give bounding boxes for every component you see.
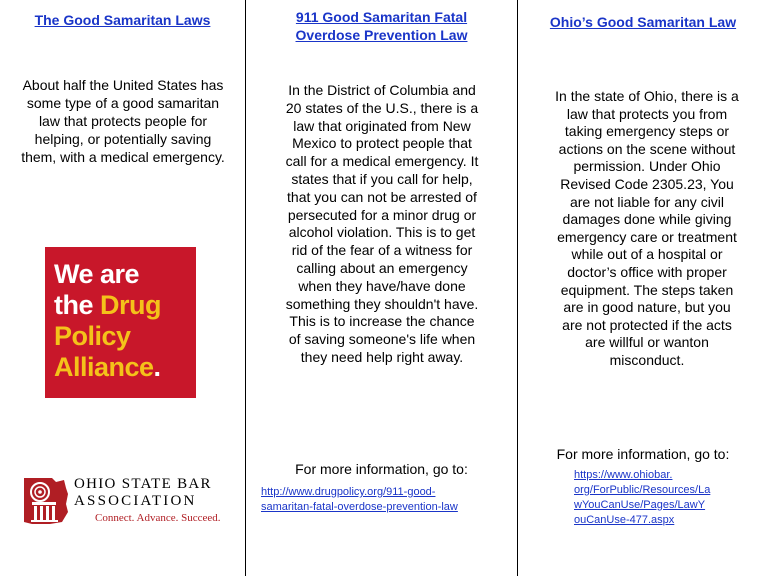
drugpolicy-link-line2[interactable]: samaritan-fatal-overdose-prevention-law <box>261 501 458 513</box>
right-body-text: In the state of Ohio, there is a law that protects you from taking emergency steps or actions on the scene without permission. Under Ohio Revised Code 2305.23, You are not liable for any civil damages done while giving emergency care or treatment while out of a hospital or doctor’s office with proper equipment. The steps taken are in good nature, but you are not protected if the acts are willful or wanton misconduct. <box>555 88 739 368</box>
ohiobar-link-line1[interactable]: https://www.ohiobar. <box>574 469 673 481</box>
left-heading: The Good Samaritan Laws <box>34 12 211 28</box>
middle-heading-line2: Overdose Prevention Law <box>295 27 468 43</box>
dpa-logo-the: the <box>54 290 101 320</box>
middle-body-text: In the District of Columbia and 20 states of the U.S., there is a law that originated from New Mexico to protect people that call for a medical emergency. It states that if you call for help, that you can not be arrested of persecuted for a minor drug or alcohol violation. This is to get rid of the fear of a witness for calling about an emergency when they have/have done something they shouldn't have. This is to increase the chance of saving someone's life when they need help right away. <box>285 82 479 365</box>
osba-logo-line1: OHIO STATE BAR <box>74 476 212 492</box>
dpa-logo-line1: We are <box>54 259 140 289</box>
osba-logo-tagline: Connect. Advance. Succeed. <box>95 512 221 524</box>
right-heading: Ohio’s Good Samaritan Law <box>549 14 737 30</box>
dpa-logo-drug: Drug <box>100 290 162 320</box>
drugpolicy-link[interactable] <box>261 485 458 515</box>
dpa-logo-alliance: Alliance <box>54 352 154 382</box>
right-more-info: For more information, go to: <box>556 446 730 462</box>
ohiobar-link-line3[interactable]: wYouCanUse/Pages/LawY <box>574 499 706 511</box>
ohio-state-bar-association-logo <box>22 474 232 526</box>
ohio-pillar-icon <box>22 474 70 526</box>
middle-heading-line1: 911 Good Samaritan Fatal <box>295 9 468 25</box>
middle-more-info: For more information, go to: <box>295 461 468 477</box>
ohiobar-link-line2[interactable]: org/ForPublic/Resources/La <box>574 484 711 496</box>
drugpolicy-link-line1[interactable]: http://www.drugpolicy.org/911-good- <box>261 486 436 498</box>
right-panel <box>518 0 768 576</box>
dpa-logo-dot: . <box>153 352 161 382</box>
osba-logo-line2: ASSOCIATION <box>74 493 197 509</box>
dpa-logo-policy: Policy <box>54 321 131 351</box>
left-panel <box>0 0 245 576</box>
middle-panel <box>246 0 517 576</box>
ohiobar-link[interactable] <box>574 468 710 528</box>
left-body-text: About half the United States has some type of a good samaritan law that protects people for helping, or potentially saving them, with a medical emergency. <box>21 77 225 165</box>
drug-policy-alliance-logo <box>45 247 196 398</box>
dpa-logo-line2 <box>54 290 196 321</box>
middle-heading <box>246 8 517 44</box>
dpa-logo-line4 <box>54 352 196 383</box>
ohiobar-link-line4[interactable]: ouCanUse-477.aspx <box>574 514 675 526</box>
